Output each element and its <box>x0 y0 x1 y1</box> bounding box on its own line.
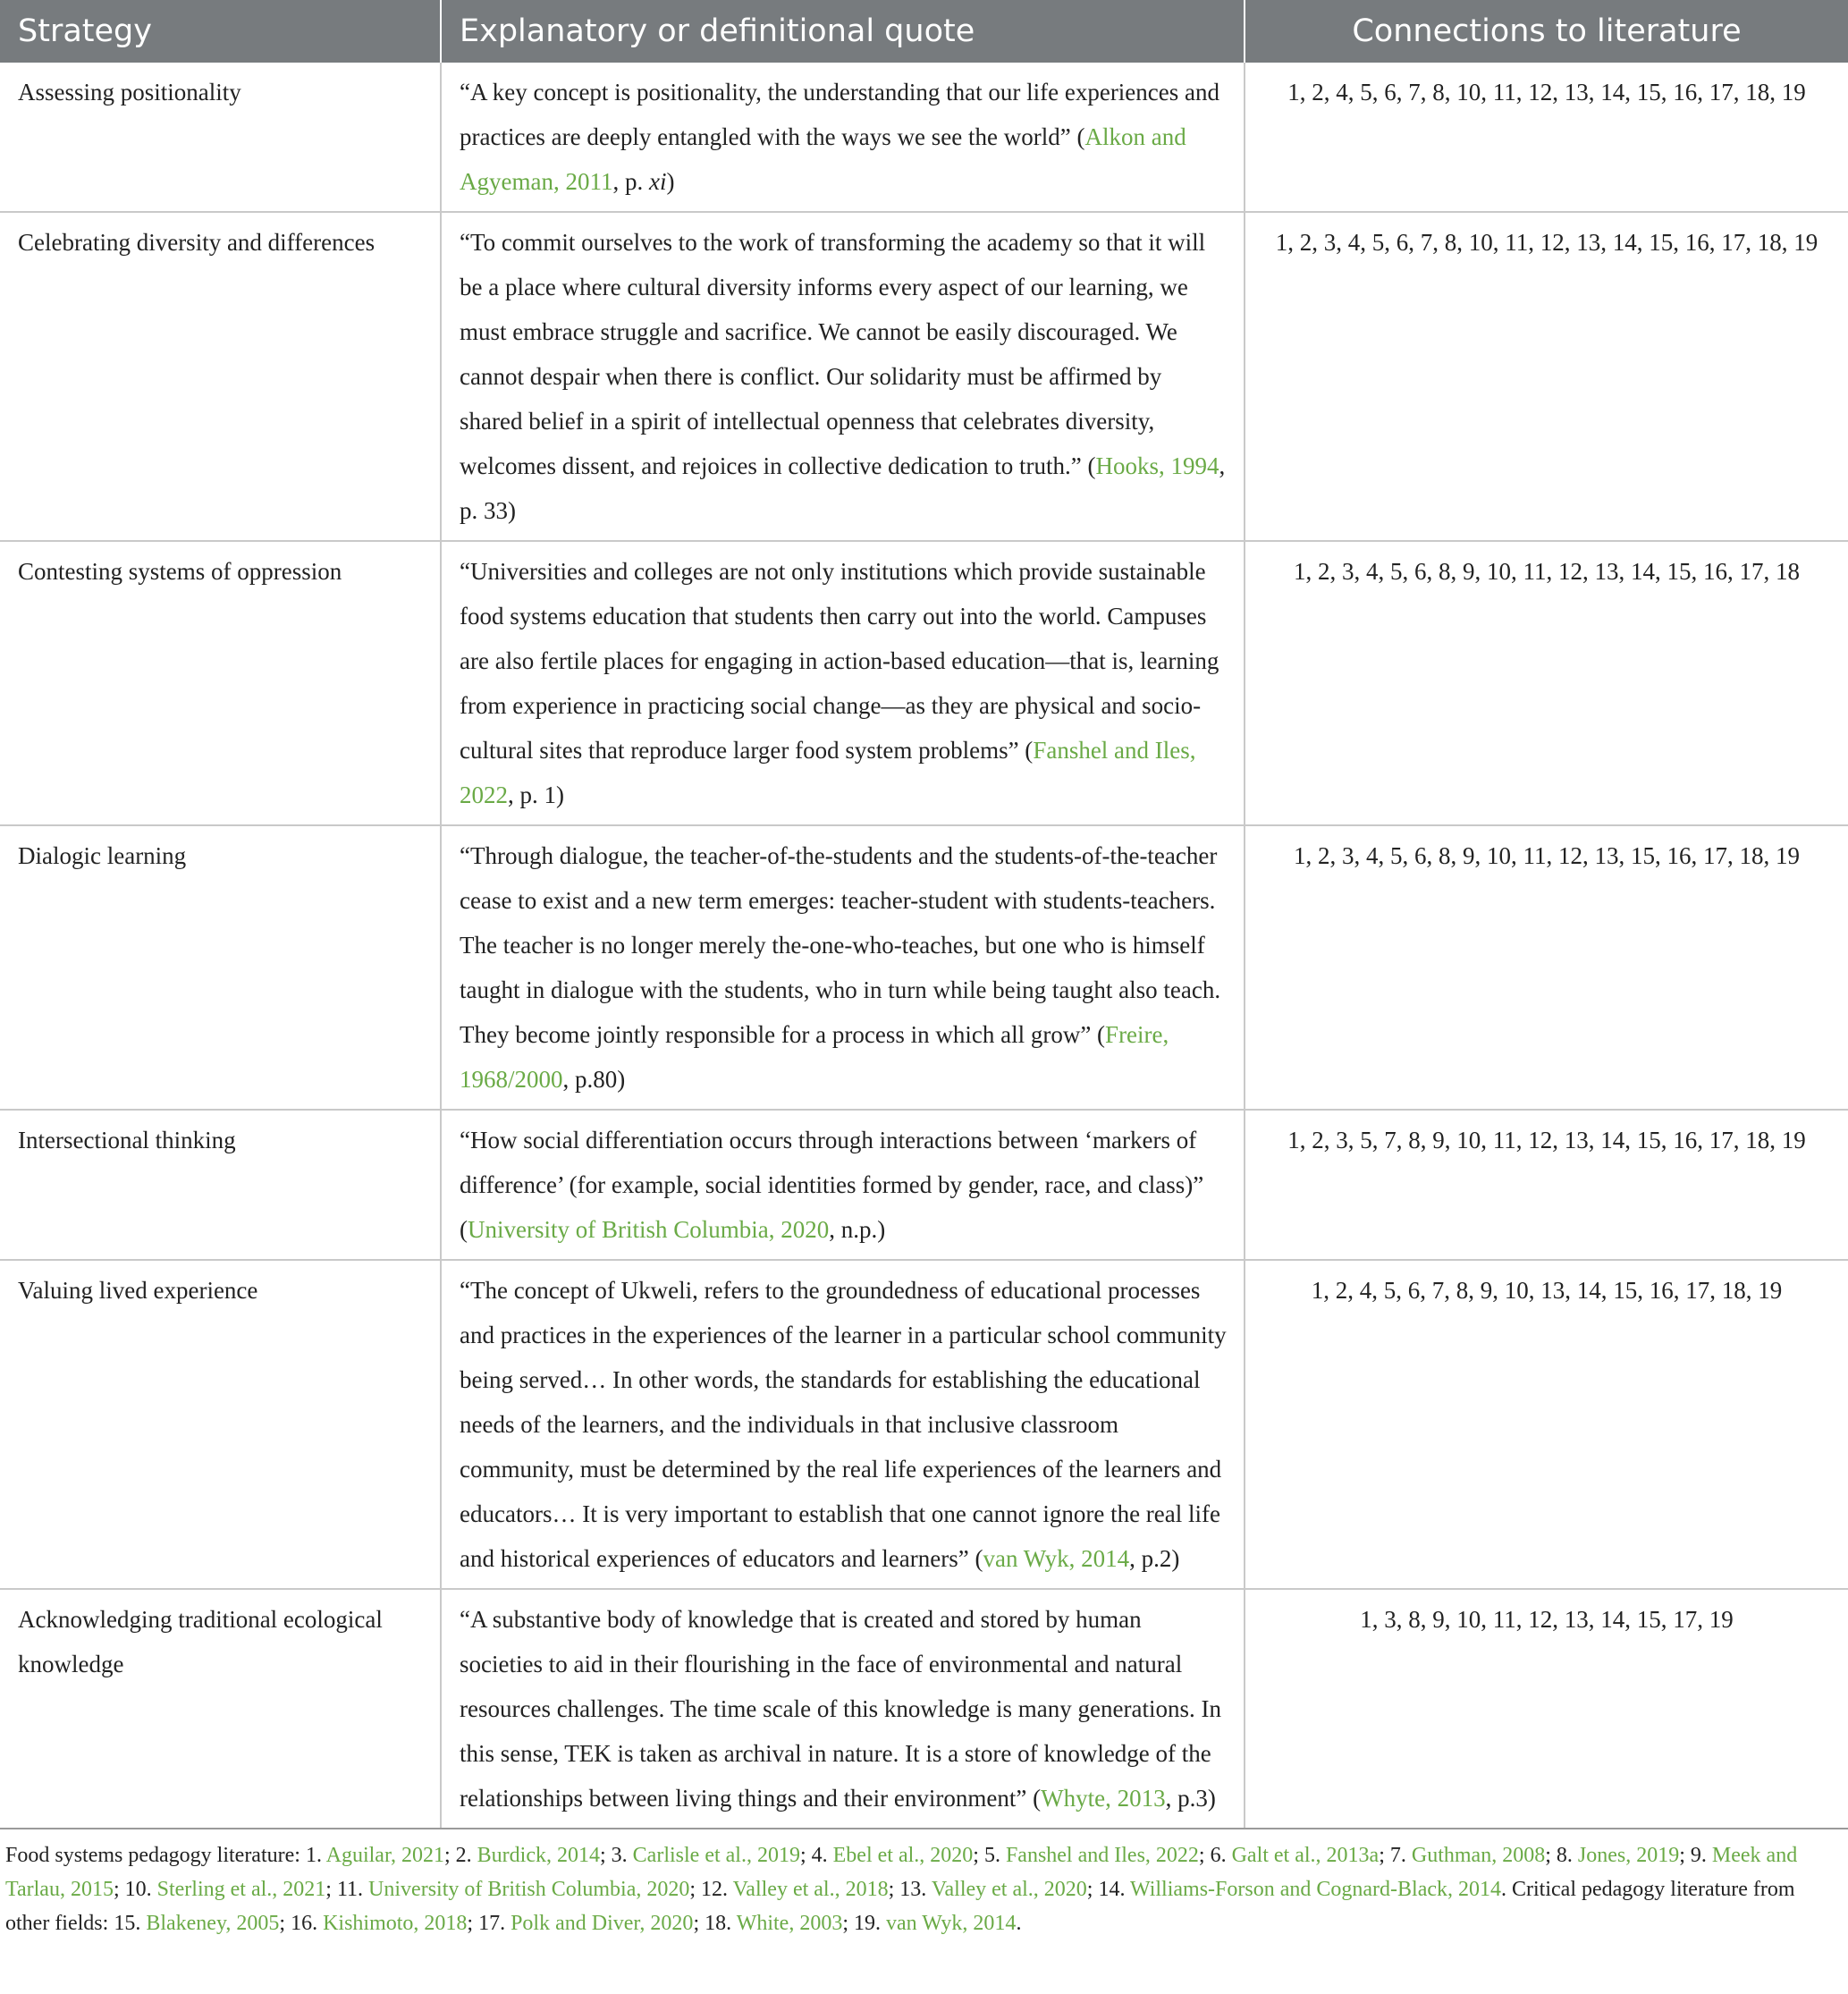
table-row <box>0 825 1848 1110</box>
quote-cell <box>441 212 1245 541</box>
strategy-cell: Assessing positionality <box>0 63 441 212</box>
footnote-ref-number: 8. <box>1556 1844 1578 1867</box>
footnote-cp-refs <box>114 1912 1021 1935</box>
footnote-ref-number: 13. <box>899 1878 932 1901</box>
footnote-separator: ; <box>279 1912 291 1935</box>
footnote-citation-link[interactable]: Williams-Forson and Cognard-Black, 2014 <box>1130 1878 1502 1901</box>
footnote-citation-link[interactable]: Ebel et al., 2020 <box>832 1844 974 1867</box>
quote-tail: , p. <box>612 168 649 195</box>
footnote-citation-link[interactable]: Jones, 2019 <box>1577 1844 1680 1867</box>
quote-tail: , p.3) <box>1165 1785 1216 1812</box>
footnote-citation-link[interactable]: White, 2003 <box>736 1912 843 1935</box>
quote-tail: , p. 33) <box>460 452 1226 524</box>
quote-tail: , n.p.) <box>829 1216 886 1243</box>
footnote-ref-number: 9. <box>1690 1844 1712 1867</box>
footnote-separator: ; <box>444 1844 456 1867</box>
footnote-citation-link[interactable]: Valley et al., 2020 <box>931 1878 1087 1901</box>
footnote-citation-link[interactable]: Carlisle et al., 2019 <box>632 1844 800 1867</box>
connections-cell: 1, 2, 4, 5, 6, 7, 8, 10, 11, 12, 13, 14, 15, 16, 17, 18, 19 <box>1245 63 1848 212</box>
footnote-ref-number: 18. <box>705 1912 737 1935</box>
footnote-separator: ; <box>1679 1844 1691 1867</box>
connections-cell: 1, 2, 4, 5, 6, 7, 8, 9, 10, 13, 14, 15, 16, 17, 18, 19 <box>1245 1260 1848 1589</box>
quote-tail: , p. 1) <box>508 782 564 808</box>
footnote-ref-number: 19. <box>854 1912 886 1935</box>
quote-text: “A substantive body of knowledge that is created and stored by human societies to aid in their flourishing in the face of environmental and natural resources challenges. The time scale of this knowledge is many generations. In this sense, TEK is taken as archival in nature. It is a store of knowledge of the relationships between living things and their environment” ( <box>460 1606 1221 1812</box>
footnote-ref-number: 12. <box>701 1878 733 1901</box>
table-row <box>0 1260 1848 1589</box>
connections-cell: 1, 2, 3, 4, 5, 6, 8, 9, 10, 11, 12, 13, 15, 16, 17, 18, 19 <box>1245 825 1848 1110</box>
footnote-ref-number: 15. <box>114 1912 147 1935</box>
footnote-separator: . <box>1501 1878 1513 1901</box>
connections-cell: 1, 2, 3, 5, 7, 8, 9, 10, 11, 12, 13, 14, 15, 16, 17, 18, 19 <box>1245 1110 1848 1260</box>
citation-link[interactable]: Freire, 1968/2000 <box>460 1021 1169 1093</box>
footnote-separator: ; <box>600 1844 612 1867</box>
footnote-ref-number: 3. <box>611 1844 633 1867</box>
footnote-ref-number: 14. <box>1098 1878 1131 1901</box>
footnote-separator: ; <box>888 1878 900 1901</box>
footnote-separator: ; <box>973 1844 984 1867</box>
footnote-citation-link[interactable]: Aguilar, 2021 <box>325 1844 444 1867</box>
strategy-cell: Intersectional thinking <box>0 1110 441 1260</box>
footnote-citation-link[interactable]: Galt et al., 2013a <box>1231 1844 1380 1867</box>
quote-text: “Through dialogue, the teacher-of-the-students and the students-of-the-teacher cease to exist and a new term emerges: teacher-student with students-teachers. The teacher is no longer merely the-one-who-teaches, but one who is himself taught in dialogue with the students, who in turn while being taught also teach. They become jointly responsible for a process in which all grow” ( <box>460 842 1221 1048</box>
footnote-cp-intro: Critical pedagogy literature from other fields: <box>5 1878 1795 1935</box>
strategy-cell: Acknowledging traditional ecological knowledge <box>0 1589 441 1829</box>
citation-link[interactable]: Alkon and Agyeman, 2011 <box>460 123 1186 195</box>
strategy-cell: Celebrating diversity and differences <box>0 212 441 541</box>
footnote-ref-number: 17. <box>478 1912 511 1935</box>
footnote-separator: ; <box>113 1878 125 1901</box>
footnote-ref-number: 6. <box>1210 1844 1232 1867</box>
citation-link[interactable]: van Wyk, 2014 <box>983 1545 1130 1572</box>
connections-cell: 1, 2, 3, 4, 5, 6, 7, 8, 10, 11, 12, 13, 14, 15, 16, 17, 18, 19 <box>1245 212 1848 541</box>
table-row <box>0 541 1848 825</box>
table-header-row <box>0 0 1848 63</box>
footnote-citation-link[interactable]: Blakeney, 2005 <box>146 1912 280 1935</box>
footnote-citation-link[interactable]: Kishimoto, 2018 <box>323 1912 468 1935</box>
footnote-separator: ; <box>1086 1878 1099 1901</box>
connections-cell: 1, 2, 3, 4, 5, 6, 8, 9, 10, 11, 12, 13, 14, 15, 16, 17, 18 <box>1245 541 1848 825</box>
header-quote: Explanatory or definitional quote <box>441 0 1245 63</box>
footnote-citation-link[interactable]: van Wyk, 2014 <box>886 1912 1017 1935</box>
quote-end: ) <box>666 168 675 195</box>
quote-tail: , p.2) <box>1129 1545 1180 1572</box>
footnote-citation-link[interactable]: Sterling et al., 2021 <box>156 1878 326 1901</box>
quote-cell <box>441 1260 1245 1589</box>
footnote-ref-number: 11. <box>336 1878 369 1901</box>
citation-link[interactable]: Hooks, 1994 <box>1095 452 1219 479</box>
quote-tail-italic: xi <box>648 168 667 195</box>
quote-text: “The concept of Ukweli, refers to the groundedness of educational processes and practices in the experiences of the learner in a particular school community being served… In other words, the standards for establishing the educational needs of the learners, and the individuals in that inclusive classroom community, must be determined by the real life experiences of the learners and educators… It is very important to establish that one cannot ignore the real life and historical experiences of educators and learners” ( <box>460 1277 1227 1572</box>
footnote-ref-number: 7. <box>1389 1844 1412 1867</box>
footnote-citation-link[interactable]: Meek and Tarlau, 2015 <box>5 1844 1798 1901</box>
footnote-ref-number: 1. <box>305 1844 326 1867</box>
footnote-ref-number: 2. <box>455 1844 477 1867</box>
connections-cell: 1, 3, 8, 9, 10, 11, 12, 13, 14, 15, 17, 19 <box>1245 1589 1848 1829</box>
footnote-separator: ; <box>1379 1844 1390 1867</box>
footnote-separator: ; <box>467 1912 479 1935</box>
footnote-separator: ; <box>689 1878 702 1901</box>
footnote-separator: ; <box>1545 1844 1557 1867</box>
footnote-separator: ; <box>799 1844 812 1867</box>
citation-link[interactable]: Whyte, 2013 <box>1041 1785 1166 1812</box>
quote-cell <box>441 825 1245 1110</box>
footnote-citation-link[interactable]: University of British Columbia, 2020 <box>368 1878 690 1901</box>
strategy-cell: Valuing lived experience <box>0 1260 441 1589</box>
strategy-cell: Dialogic learning <box>0 825 441 1110</box>
table-row <box>0 63 1848 212</box>
footnote-separator: ; <box>1198 1844 1211 1867</box>
footnote-separator: ; <box>325 1878 337 1901</box>
footnote-citation-link[interactable]: Polk and Diver, 2020 <box>511 1912 694 1935</box>
quote-text: “To commit ourselves to the work of transforming the academy so that it will be a place where cultural diversity informs every aspect of our learning, we must embrace struggle and sacrifice. We cannot be easily discouraged. We cannot despair when there is conflict. Our solidarity must be affirmed by shared belief in a spirit of intellectual openness that celebrates diversity, welcomes dissent, and rejoices in collective dedication to truth.” ( <box>460 229 1206 479</box>
quote-text: “How social differentiation occurs through interactions between ‘markers of difference’ (for example, social identities formed by gender, race, and class)” ( <box>460 1127 1204 1243</box>
strategy-cell: Contesting systems of oppression <box>0 541 441 825</box>
footnote-citation-link[interactable]: Fanshel and Iles, 2022 <box>1005 1844 1199 1867</box>
header-connections: Connections to literature <box>1352 13 1742 49</box>
footnote-fsp-intro: Food systems pedagogy literature: <box>5 1844 306 1867</box>
quote-cell <box>441 1589 1245 1829</box>
quote-text: “A key concept is positionality, the understanding that our life experiences and practices are deeply entangled with the ways we see the world” ( <box>460 79 1219 150</box>
footnote-ref-number: 4. <box>811 1844 833 1867</box>
citation-link[interactable]: Fanshel and Iles, 2022 <box>460 737 1196 808</box>
quote-text: “Universities and colleges are not only institutions which provide sustainable food systems education that students then carry out into the world. Campuses are also fertile places for engaging in action-based education—that is, learning from experience in practicing social change—as they are physical and socio-cultural sites that reproduce larger food system problems” ( <box>460 558 1219 764</box>
table-row <box>0 212 1848 541</box>
footnote-citation-link[interactable]: Valley et al., 2018 <box>732 1878 889 1901</box>
footnote-separator: ; <box>842 1912 854 1935</box>
footnote-ref-number: 16. <box>291 1912 324 1935</box>
quote-cell <box>441 1110 1245 1260</box>
footnote-separator: . <box>1016 1912 1022 1935</box>
table-row <box>0 1589 1848 1829</box>
quote-cell <box>441 541 1245 825</box>
footnote-citation-link[interactable]: Guthman, 2008 <box>1411 1844 1546 1867</box>
quote-cell <box>441 63 1245 212</box>
footnote-ref-number: 5. <box>983 1844 1006 1867</box>
table-row <box>0 1110 1848 1260</box>
table-footnote <box>0 1829 1848 1940</box>
footnote-separator: ; <box>693 1912 705 1935</box>
footnote-citation-link[interactable]: Burdick, 2014 <box>477 1844 600 1867</box>
quote-tail: , p.80) <box>562 1066 626 1093</box>
header-strategy: Strategy <box>0 0 441 63</box>
citation-link[interactable]: University of British Columbia, 2020 <box>468 1216 830 1243</box>
footnote-ref-number: 10. <box>124 1878 157 1901</box>
